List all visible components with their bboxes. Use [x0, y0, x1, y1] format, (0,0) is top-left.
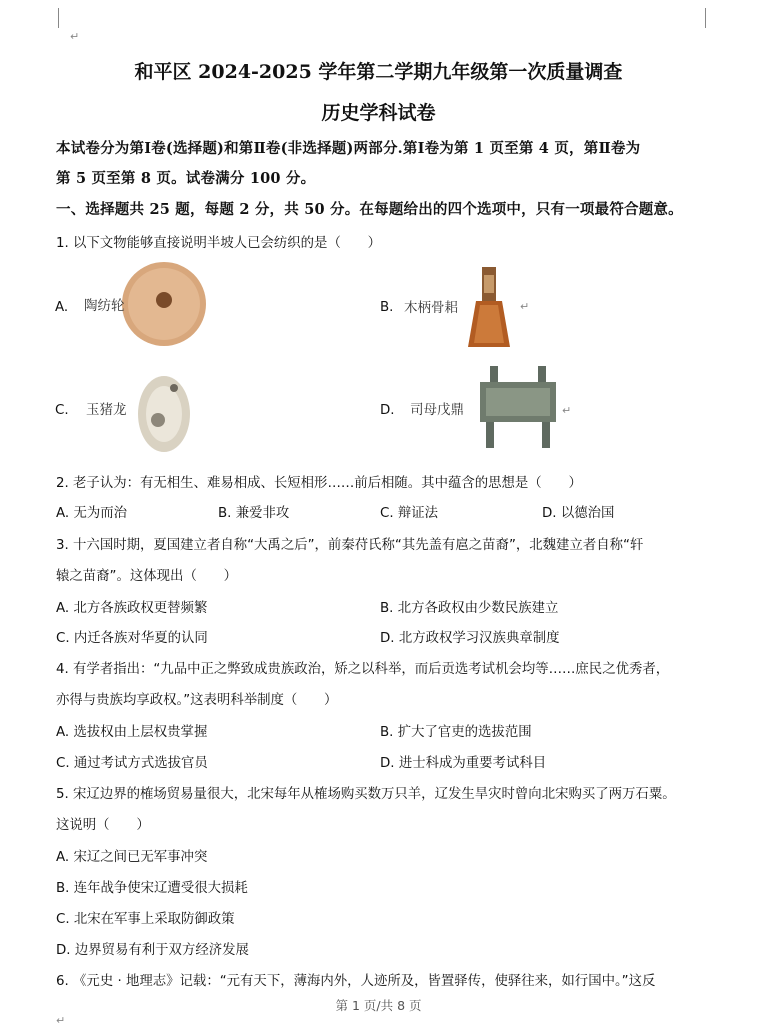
bone-spade-image: [464, 265, 514, 349]
q1-option-b-label: 木柄骨耜: [404, 300, 458, 316]
paragraph-mark: ↵: [70, 30, 80, 43]
question-4-stem-line-2: 亦得与贵族均享政权。”这表明科举制度（ ）: [56, 693, 338, 708]
intro-line-2: 第 5 页至第 8 页。试卷满分 100 分。: [56, 170, 316, 187]
simuwu-ding-image: [476, 364, 560, 450]
section-heading: 一、选择题共 25 题，每题 2 分，共 50 分。在每题给出的四个选项中，只有一项最符合题意。: [56, 201, 683, 218]
question-3-stem-line-1: 3. 十六国时期，夏国建立者自称“大禹之后”，前秦苻氏称“其先盖有扈之苗裔”，北魏建立者自称“轩: [56, 538, 644, 553]
q1-option-c-letter: C.: [55, 403, 69, 418]
question-2-stem: 2. 老子认为：有无相生、难易相成、长短相形……前后相随。其中蕴含的思想是（ ）: [56, 476, 582, 491]
paragraph-mark: ↵: [56, 1014, 66, 1027]
q4-option-d: D. 进士科成为重要考试科目: [380, 756, 547, 771]
q4-option-c: C. 通过考试方式选拔官员: [56, 756, 208, 771]
q2-option-c: C. 辩证法: [380, 506, 439, 521]
question-5-stem-line-2: 这说明（ ）: [56, 818, 150, 833]
q3-option-a: A. 北方各族政权更替频繁: [56, 601, 208, 616]
q3-option-c: C. 内迁各族对华夏的认同: [56, 631, 208, 646]
question-3-stem-line-2: 辕之苗裔”。这体现出（ ）: [56, 569, 238, 584]
paragraph-mark: ↵: [520, 300, 530, 313]
intro-line-1: 本试卷分为第Ⅰ卷(选择题)和第Ⅱ卷(非选择题)两部分.第Ⅰ卷为第 1 页至第 4 页，第Ⅱ卷为: [56, 140, 641, 157]
q1-option-a-label: 陶纺轮: [84, 298, 125, 314]
paragraph-mark: ↵: [562, 404, 572, 417]
question-1-stem: 1. 以下文物能够直接说明半坡人已会纺织的是（ ）: [56, 236, 382, 251]
q5-option-b: B. 连年战争使宋辽遭受很大损耗: [56, 881, 248, 896]
question-5-stem-line-1: 5. 宋辽边界的榷场贸易量很大，北宋每年从榷场购买数万只羊，辽发生旱灾时曾向北宋购买了两万石粟。: [56, 787, 676, 802]
q3-option-b: B. 北方各政权由少数民族建立: [380, 601, 559, 616]
page-footer: 第 1 页/共 8 页: [335, 998, 422, 1013]
q5-option-a: A. 宋辽之间已无军事冲突: [56, 850, 208, 865]
crop-mark-right: [705, 8, 706, 28]
question-4-stem-line-1: 4. 有学者指出：“九品中正之弊致成贵族政治，矫之以科举，而后贡选考试机会均等……庶民之优秀者，: [56, 662, 670, 677]
q2-option-b: B. 兼爱非攻: [218, 506, 290, 521]
page-subtitle: 历史学科试卷: [321, 102, 436, 124]
q1-option-d-label: 司母戊鼎: [410, 402, 464, 418]
jade-pig-dragon-image: [128, 366, 198, 454]
q2-option-a: A. 无为而治: [56, 506, 127, 521]
q1-option-a-letter: A.: [55, 300, 69, 315]
q2-option-d: D. 以德治国: [542, 506, 615, 521]
q3-option-d: D. 北方政权学习汉族典章制度: [380, 631, 560, 646]
q1-option-c-label: 玉猪龙: [86, 402, 127, 418]
q4-option-a: A. 选拔权由上层权贵掌握: [56, 725, 208, 740]
question-6-stem-line-1: 6. 《元史 · 地理志》记载：“元有天下，薄海内外，人迹所及，皆置驿传，使驿往来，如行国中。”这反: [56, 974, 656, 989]
crop-mark-left: [58, 8, 59, 28]
q1-option-d-letter: D.: [380, 403, 395, 418]
page-title: 和平区 2024-2025 学年第二学期九年级第一次质量调查: [134, 61, 623, 83]
q4-option-b: B. 扩大了官吏的选拔范围: [380, 725, 532, 740]
q1-option-b-letter: B.: [380, 300, 394, 315]
q5-option-d: D. 边界贸易有利于双方经济发展: [56, 943, 249, 958]
q5-option-c: C. 北宋在军事上采取防御政策: [56, 912, 235, 927]
